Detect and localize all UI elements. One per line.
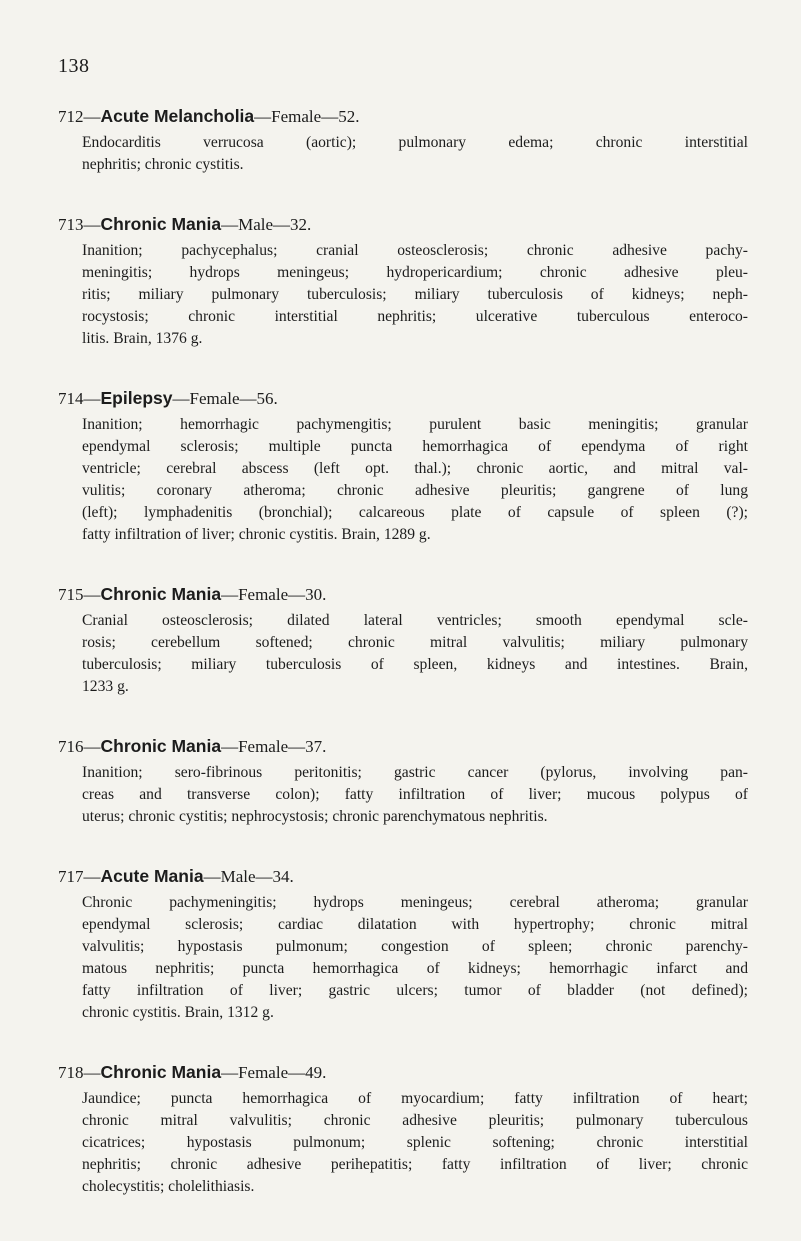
findings-line: cicatrices; hypostasis pulmonum; splenic softening; chronic interstitial	[82, 1134, 748, 1151]
case-entry	[58, 865, 748, 1024]
case-sex-age: —Male—32.	[221, 215, 312, 234]
case-heading	[58, 1061, 748, 1084]
case-heading	[58, 735, 748, 758]
case-entry	[58, 1061, 748, 1198]
findings-line: meningitis; hydrops meningeus; hydropericardium; chronic adhesive pleu-	[82, 264, 748, 281]
case-heading	[58, 865, 748, 888]
findings-line: 1233 g.	[82, 678, 129, 695]
findings-line: chronic cystitis. Brain, 1312 g.	[82, 1004, 274, 1021]
findings-line: ependymal sclerosis; cardiac dilatation with hypertrophy; chronic mitral	[82, 916, 748, 933]
findings-line: fatty infiltration of liver; gastric ulcers; tumor of bladder (not defined);	[82, 982, 748, 999]
findings-line: ritis; miliary pulmonary tuberculosis; miliary tuberculosis of kidneys; neph-	[82, 286, 748, 303]
case-entry	[58, 213, 748, 350]
case-diagnosis: Chronic Mania	[100, 584, 222, 604]
case-findings	[82, 240, 748, 350]
case-heading	[58, 387, 748, 410]
page-number: 138	[58, 55, 90, 77]
case-heading	[58, 583, 748, 606]
findings-line: Cranial osteosclerosis; dilated lateral ventricles; smooth ependymal scle-	[82, 612, 748, 629]
findings-line: Jaundice; puncta hemorrhagica of myocardium; fatty infiltration of heart;	[82, 1090, 748, 1107]
case-number: 717—	[58, 867, 101, 886]
findings-line: matous nephritis; puncta hemorrhagica of kidneys; hemorrhagic infarct and	[82, 960, 748, 977]
case-entry	[58, 583, 748, 698]
findings-line: valvulitis; hypostasis pulmonum; congestion of spleen; chronic parenchy-	[82, 938, 748, 955]
case-sex-age: —Female—52.	[254, 107, 360, 126]
case-number: 715—	[58, 585, 101, 604]
findings-line: uterus; chronic cystitis; nephrocystosis; chronic parenchymatous nephritis.	[82, 808, 548, 825]
case-number: 716—	[58, 737, 101, 756]
case-heading	[58, 213, 748, 236]
case-findings	[82, 762, 748, 828]
findings-line: Inanition; sero-fibrinous peritonitis; gastric cancer (pylorus, involving pan-	[82, 764, 748, 781]
case-diagnosis: Chronic Mania	[100, 214, 222, 234]
case-diagnosis: Epilepsy	[100, 388, 173, 408]
findings-line: (left); lymphadenitis (bronchial); calcareous plate of capsule of spleen (?);	[82, 504, 748, 521]
case-findings	[82, 610, 748, 698]
findings-line: Inanition; pachycephalus; cranial osteosclerosis; chronic adhesive pachy-	[82, 242, 748, 259]
findings-line: Chronic pachymeningitis; hydrops meningeus; cerebral atheroma; granular	[82, 894, 748, 911]
case-diagnosis: Chronic Mania	[100, 1062, 222, 1082]
case-findings	[82, 1088, 748, 1198]
findings-line: ventricle; cerebral abscess (left opt. thal.); chronic aortic, and mitral val-	[82, 460, 748, 477]
findings-line: Inanition; hemorrhagic pachymengitis; purulent basic meningitis; granular	[82, 416, 748, 433]
case-number: 713—	[58, 215, 101, 234]
case-sex-age: —Female—30.	[221, 585, 327, 604]
findings-line: rosis; cerebellum softened; chronic mitral valvulitis; miliary pulmonary	[82, 634, 748, 651]
case-findings	[82, 414, 748, 546]
findings-line: litis. Brain, 1376 g.	[82, 330, 203, 347]
findings-line: chronic mitral valvulitis; chronic adhesive pleuritis; pulmonary tuberculous	[82, 1112, 748, 1129]
case-number: 712—	[58, 107, 101, 126]
case-sex-age: —Female—37.	[221, 737, 327, 756]
case-findings	[82, 892, 748, 1024]
findings-line: ependymal sclerosis; multiple puncta hemorrhagica of ependyma of right	[82, 438, 748, 455]
findings-line: rocystosis; chronic interstitial nephritis; ulcerative tuberculous enteroco-	[82, 308, 748, 325]
case-diagnosis: Acute Melancholia	[100, 106, 255, 126]
findings-line: vulitis; coronary atheroma; chronic adhesive pleuritis; gangrene of lung	[82, 482, 748, 499]
case-diagnosis: Acute Mania	[100, 866, 204, 886]
case-diagnosis: Chronic Mania	[100, 736, 222, 756]
findings-line: tuberculosis; miliary tuberculosis of spleen, kidneys and intestines. Brain,	[82, 656, 748, 673]
case-findings	[82, 132, 748, 176]
findings-line: nephritis; chronic cystitis.	[82, 156, 244, 173]
case-entries	[58, 105, 748, 1235]
findings-line: nephritis; chronic adhesive perihepatitis; fatty infiltration of liver; chronic	[82, 1156, 748, 1173]
findings-line: Endocarditis verrucosa (aortic); pulmonary edema; chronic interstitial	[82, 134, 748, 151]
case-entry	[58, 735, 748, 828]
case-number: 718—	[58, 1063, 101, 1082]
findings-line: creas and transverse colon); fatty infiltration of liver; mucous polypus of	[82, 786, 748, 803]
case-sex-age: —Male—34.	[203, 867, 294, 886]
case-entry	[58, 387, 748, 546]
findings-line: fatty infiltration of liver; chronic cystitis. Brain, 1289 g.	[82, 526, 431, 543]
case-sex-age: —Female—56.	[172, 389, 278, 408]
case-entry	[58, 105, 748, 176]
findings-line: cholecystitis; cholelithiasis.	[82, 1178, 255, 1195]
case-heading	[58, 105, 748, 128]
case-sex-age: —Female—49.	[221, 1063, 327, 1082]
case-number: 714—	[58, 389, 101, 408]
